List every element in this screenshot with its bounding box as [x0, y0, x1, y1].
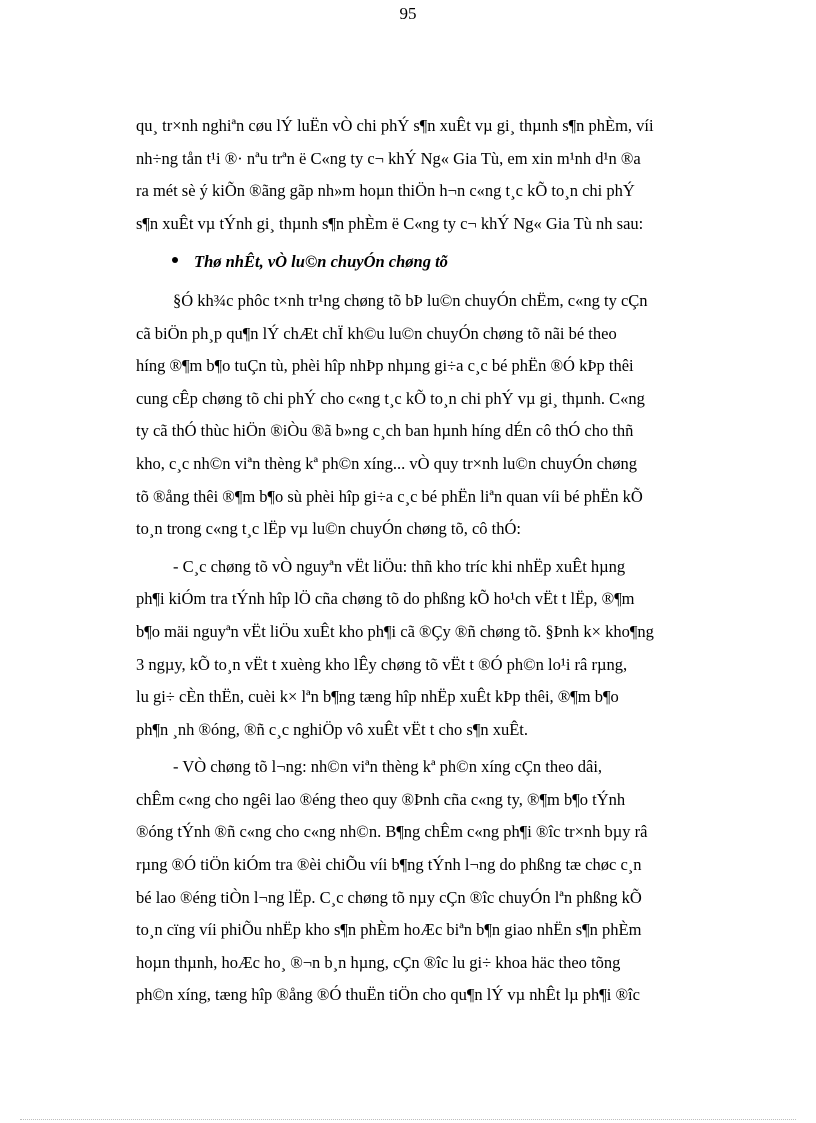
- intro-line: s¶n xuÊt vµ tÝnh gi¸ thµnh s¶n phÈm ë C«ng ty c¬ khÝ Ng« Gia Tù nh sau:: [136, 213, 644, 233]
- page-number: 95: [399, 4, 417, 23]
- circulation-line: tõ ®ång thêi ®¶m b¶o sù phèi hîp gi÷a c¸c bé phËn liªn quan víi bé phËn kÕ: [136, 486, 643, 506]
- wages-line: ph©n xíng, tæng hîp ®ång ®Ó thuËn tiÖn cho qu¶n lÝ vµ nhÊt lµ ph¶i ®îc: [136, 985, 640, 1005]
- circulation-line: §Ó kh¾c phôc t×nh tr¹ng chøng tõ bÞ lu©n chuyÓn chËm, c«ng ty cÇn: [173, 290, 648, 310]
- bullet-dot-icon: [172, 257, 178, 263]
- wages-line: - VÒ chøng tõ l¬ng: nh©n viªn thèng kª ph©n xíng cÇn theo dâi,: [173, 757, 603, 777]
- circulation-line: to¸n trong c«ng t¸c lËp vµ lu©n chuyÓn chøng tõ, cô thÓ:: [136, 519, 521, 539]
- materials-line: b¶o mäi nguyªn vËt liÖu xuÊt kho ph¶i cã ®Çy ®ñ chøng tõ. §Þnh k× kho¶ng: [136, 621, 654, 641]
- wages-line: rµng ®Ó tiÖn kiÓm tra ®èi chiÕu víi b¶ng tÝnh l¬ng do phßng tæ chøc c¸n: [136, 855, 642, 875]
- circulation-line: ty cã thÓ thùc hiÖn ®iÒu ®ã b»ng c¸ch ban hµnh híng dÉn cô thÓ cho thñ: [136, 421, 634, 441]
- materials-line: ph¶n ¸nh ®óng, ®ñ c¸c nghiÖp vô xuÊt vËt t cho s¶n xuÊt.: [136, 719, 528, 739]
- intro-line: nh÷ng tån t¹i ®· nªu trªn ë C«ng ty c¬ khÝ Ng« Gia Tù, em xin m¹nh d¹n ®a: [136, 148, 641, 168]
- materials-line: - C¸c chøng tõ vÒ nguyªn vËt liÖu: thñ kho tríc khi nhËp xuÊt hµng: [173, 556, 626, 576]
- section-heading: Thø nhÊt, vÒ lu©n chuyÓn chøng tõ: [194, 252, 448, 272]
- circulation-line: kho, c¸c nh©n viªn thèng kª ph©n xíng... vÒ quy tr×nh lu©n chuyÓn chøng: [136, 453, 638, 473]
- wages-line: bé lao ®éng tiÒn l¬ng lËp. C¸c chøng tõ nµy cÇn ®îc chuyÓn lªn phßng kÕ: [136, 887, 642, 907]
- circulation-line: híng ®¶m b¶o tuÇn tù, phèi hîp nhÞp nhµng gi÷a c¸c bé phËn ®Ó kÞp thêi: [136, 356, 634, 376]
- intro-line: ra mét sè ý kiÕn ®ãng gãp nh»m hoµn thiÖn h¬n c«ng t¸c kÕ to¸n chi phÝ: [136, 181, 635, 201]
- wages-line: chÊm c«ng cho ngêi lao ®éng theo quy ®Þnh cña c«ng ty, ®¶m b¶o tÝnh: [136, 789, 626, 809]
- intro-line: qu¸ tr×nh nghiªn cøu lÝ luËn vÒ chi phÝ s¶n xuÊt vµ gi¸ thµnh s¶n phÈm, víi: [136, 116, 654, 135]
- page-bottom-divider: [20, 1119, 796, 1120]
- circulation-line: cã biÖn ph¸p qu¶n lÝ chÆt chÏ kh©u lu©n chuyÓn chøng tõ nãi bé theo: [136, 323, 617, 343]
- materials-line: ph¶i kiÓm tra tÝnh hîp lÖ cña chøng tõ do phßng kÕ ho¹ch vËt t lËp, ®¶m: [136, 589, 635, 609]
- materials-line: lu gi÷ cÈn thËn, cuèi k× lªn b¶ng tæng hîp nhËp xuÊt kÞp thêi, ®¶m b¶o: [136, 687, 619, 707]
- wages-line: ®óng tÝnh ®ñ c«ng cho c«ng nh©n. B¶ng chÊm c«ng ph¶i ®îc tr×nh bµy râ: [136, 822, 648, 842]
- materials-line: 3 ngµy, kÕ to¸n vËt t xuèng kho lÊy chøng tõ vËt t ®Ó ph©n lo¹i râ rµng,: [136, 654, 628, 674]
- wages-line: hoµn thµnh, hoÆc ho¸ ®¬n b¸n hµng, cÇn ®îc lu gi÷ khoa häc theo tõng: [136, 952, 621, 972]
- wages-line: to¸n cïng víi phiÕu nhËp kho s¶n phÈm hoÆc biªn b¶n giao nhËn s¶n phÈm: [136, 920, 642, 940]
- circulation-line: cung cÊp chøng tõ chi phÝ cho c«ng t¸c kÕ to¸n chi phÝ vµ gi¸ thµnh. C«ng: [136, 388, 645, 408]
- bullet-item: [172, 246, 739, 279]
- document-body: [136, 110, 739, 1012]
